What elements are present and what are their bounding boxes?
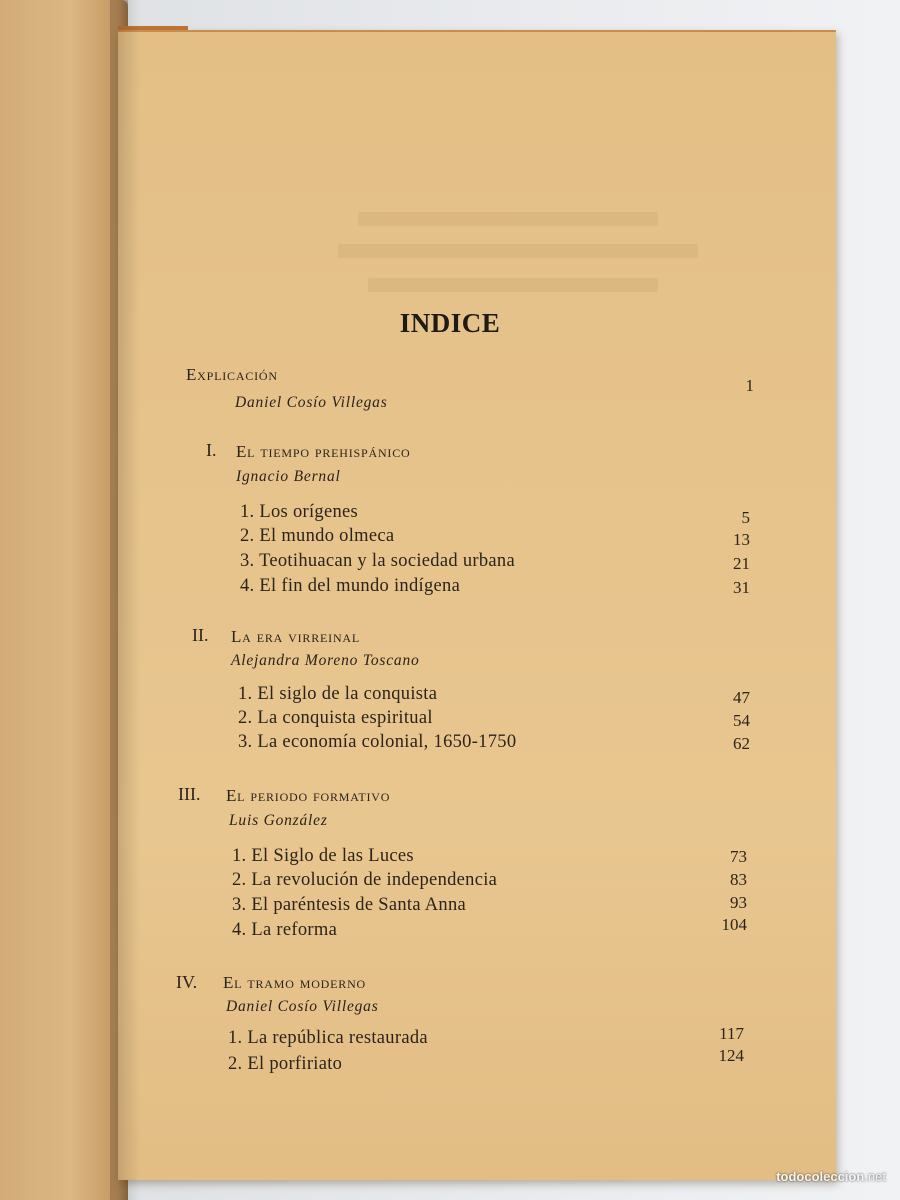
section-author: Daniel Cosío Villegas <box>226 998 379 1015</box>
watermark-suffix: .net <box>864 1169 886 1184</box>
toc-entry: 2. La revolución de independencia <box>232 870 498 890</box>
section-numeral: I. <box>206 440 217 460</box>
toc-entry: 3. La economía colonial, 1650-1750 <box>238 732 517 752</box>
toc-entry: 3. El paréntesis de Santa Anna <box>232 895 467 915</box>
bleed-through-line <box>358 212 658 226</box>
spine-shadow <box>110 0 140 1200</box>
toc-entry: 2. El porfiriato <box>228 1054 343 1074</box>
intro-author: Daniel Cosío Villegas <box>235 394 388 411</box>
section-numeral: IV. <box>176 972 198 992</box>
toc-entry: 3. Teotihuacan y la sociedad urbana <box>240 551 515 571</box>
intro-label: Explicación <box>186 365 278 384</box>
toc-page: 54 <box>733 711 750 730</box>
index-title: INDICE <box>399 308 501 338</box>
section-title: La era virreinal <box>231 627 361 646</box>
toc-page: 93 <box>730 893 747 912</box>
toc-page: 104 <box>721 915 747 934</box>
toc-entry: 2. El mundo olmeca <box>240 526 395 546</box>
toc-entry: 4. La reforma <box>232 920 338 940</box>
toc-page: 13 <box>733 530 750 549</box>
toc-page: 83 <box>730 870 747 889</box>
toc-entry: 1. El siglo de la conquista <box>238 684 438 704</box>
intro-page: 1 <box>745 376 754 395</box>
toc-page: 21 <box>733 554 750 573</box>
toc-page: 117 <box>719 1024 744 1043</box>
section-title: El periodo formativo <box>226 786 391 805</box>
section-author: Ignacio Bernal <box>236 468 341 485</box>
section-title: El tramo moderno <box>223 973 367 992</box>
toc-page: 124 <box>718 1046 744 1065</box>
section-numeral: II. <box>192 625 209 645</box>
toc-entry: 1. La república restaurada <box>228 1028 428 1048</box>
bleed-through-line <box>368 278 658 292</box>
section-numeral: III. <box>178 784 201 804</box>
section-title: El tiempo prehispánico <box>236 442 411 461</box>
section-author: Alejandra Moreno Toscano <box>231 652 420 669</box>
toc-page: 62 <box>733 734 750 753</box>
watermark-brand: todocoleccion <box>776 1169 865 1184</box>
toc-entry: 1. Los orígenes <box>240 502 359 522</box>
facing-page-edge <box>0 0 128 1200</box>
toc-page: 31 <box>733 578 750 597</box>
section-author: Luis González <box>229 812 328 829</box>
watermark <box>776 1169 886 1184</box>
toc-page: 47 <box>733 688 750 707</box>
bleed-through-line <box>338 244 698 258</box>
toc-entry: 2. La conquista espiritual <box>238 708 433 728</box>
toc-page: 73 <box>730 847 747 866</box>
toc-page: 5 <box>741 508 750 527</box>
toc-entry: 1. El Siglo de las Luces <box>232 846 414 866</box>
toc-entry: 4. El fin del mundo indígena <box>240 576 461 596</box>
